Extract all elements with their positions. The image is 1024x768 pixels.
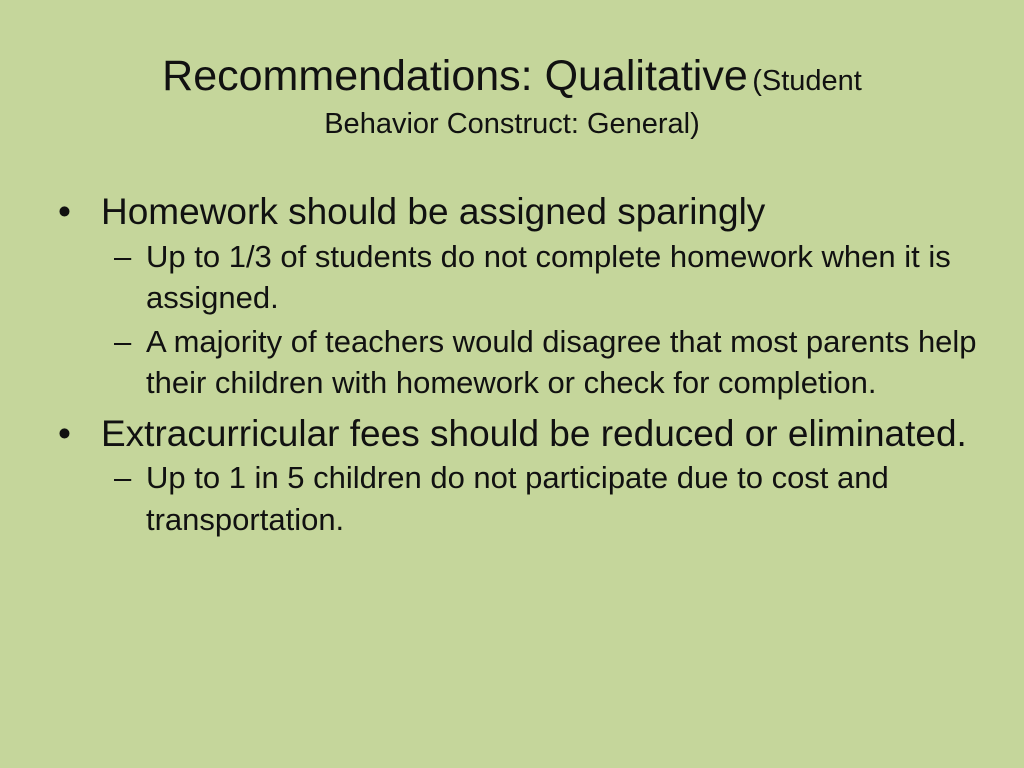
dash-icon: – [114,460,132,496]
slide-title [80,48,944,143]
bullet-homework [58,190,978,234]
slide-body [58,184,978,549]
bullet-dot-icon: • [58,412,71,454]
bullet-text: Extracurricular fees should be reduced or eliminated. [101,412,967,454]
title-main: Recommendations: Qualitative [162,52,748,100]
bullet-extracurricular [58,412,978,456]
title-subtitle-part-2: Behavior Construct: General) [324,107,700,140]
dash-icon: – [114,238,132,274]
bullet-text: Homework should be assigned sparingly [101,191,766,232]
sub-bullet-participation [58,457,978,540]
sub-bullet-text: Up to 1 in 5 children do not participate due to cost and transportation. [146,460,889,537]
sub-bullet-homework-completion [58,236,978,319]
sub-bullet-text: A majority of teachers would disagree that most parents help their children with homework or check for completion. [146,323,977,401]
bullet-dot-icon: • [58,191,71,232]
sub-bullet-text: Up to 1/3 of students do not complete homework when it is assigned. [146,238,951,316]
sub-bullet-list [58,236,978,404]
sub-bullet-teachers-disagree [58,321,978,404]
dash-icon: – [114,323,132,359]
title-subtitle-part-1: (Student [752,65,862,97]
sub-bullet-list [58,457,978,540]
